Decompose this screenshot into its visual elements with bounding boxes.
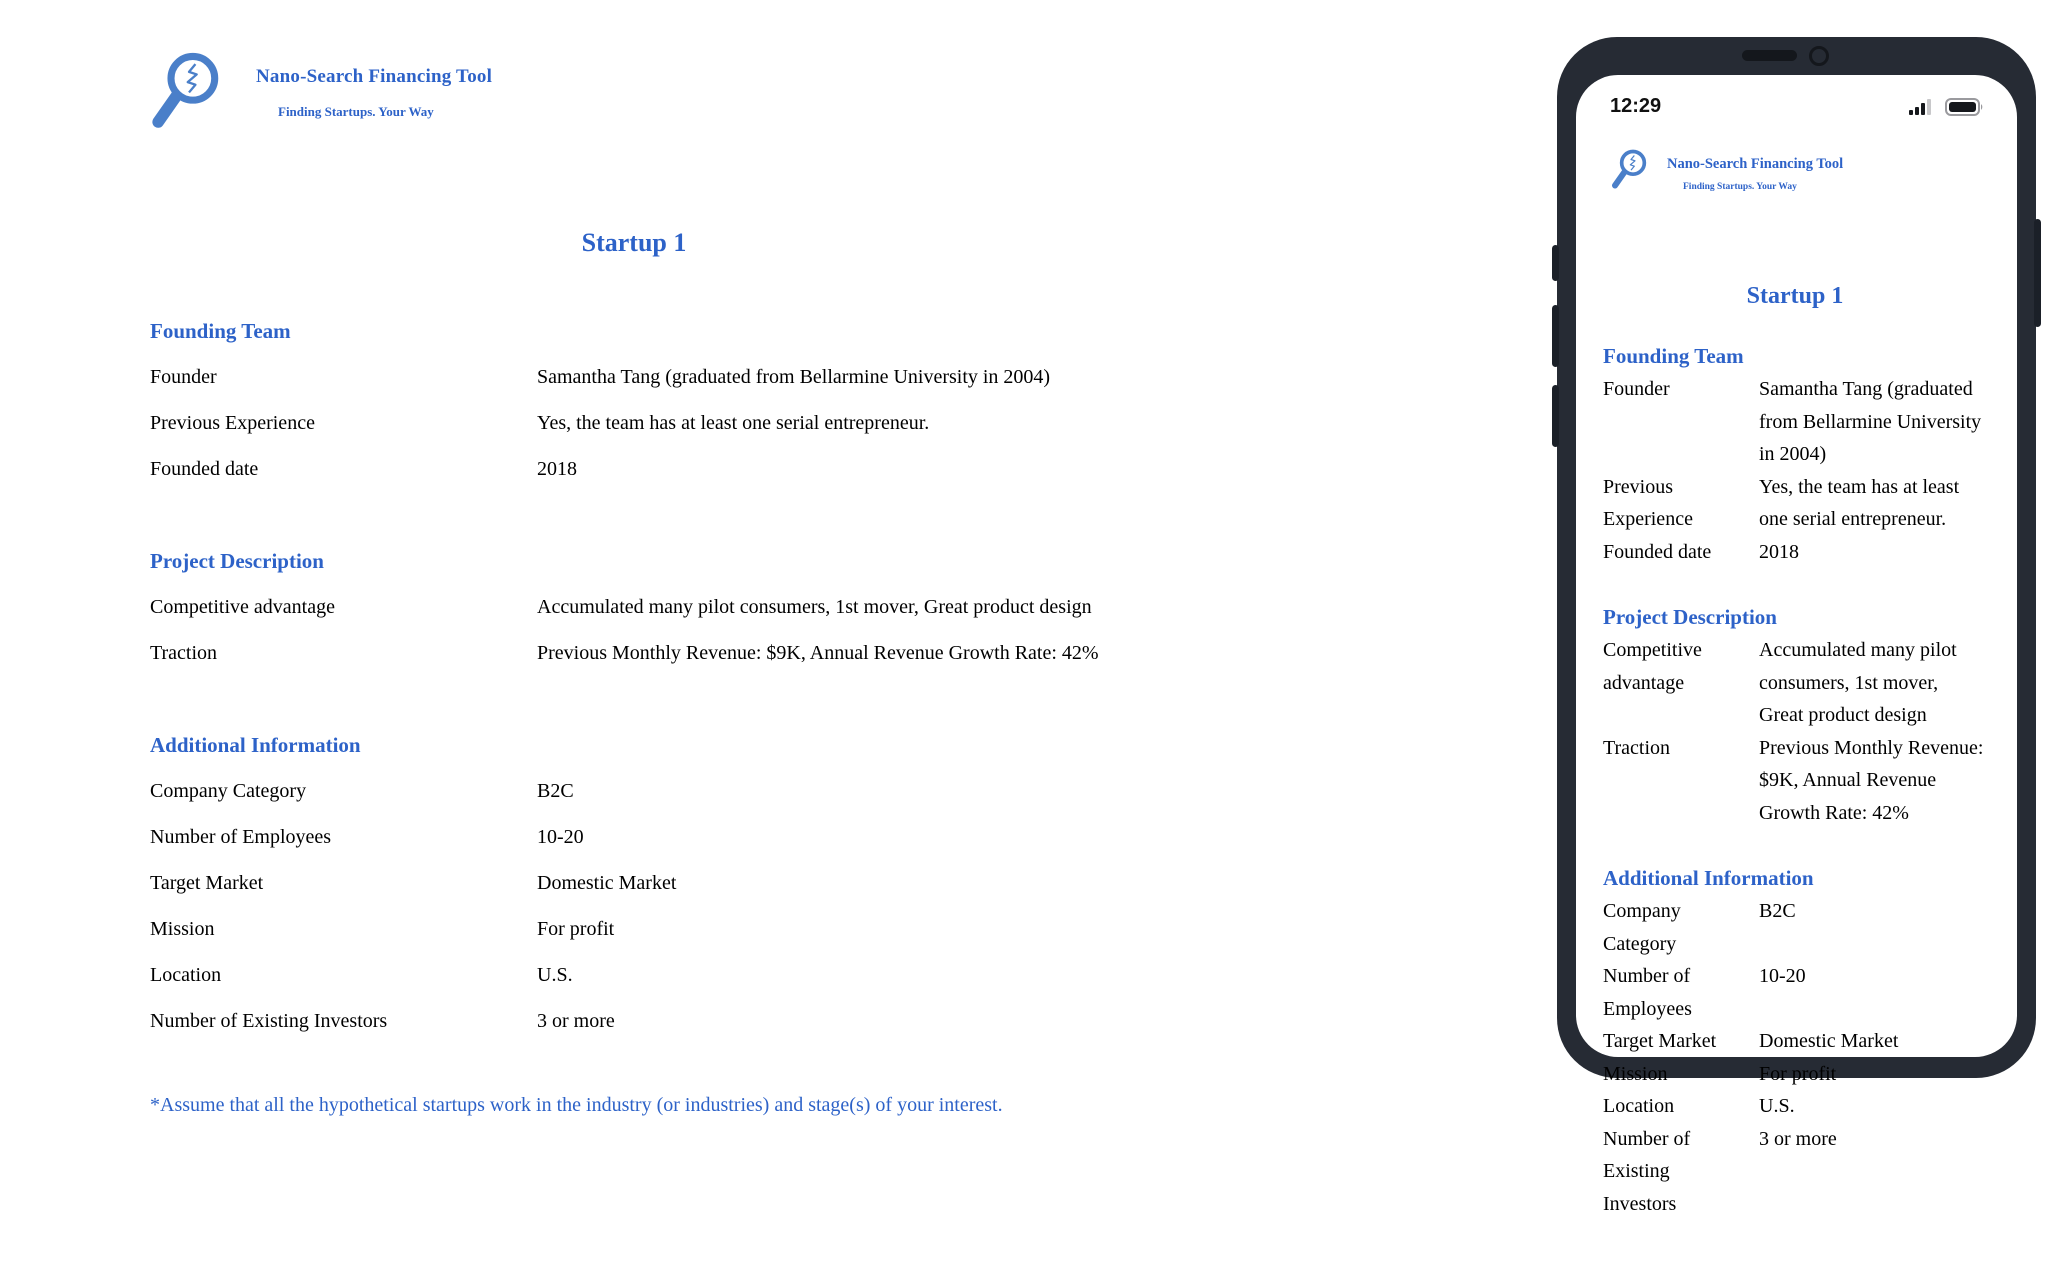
battery-icon bbox=[1945, 97, 1985, 117]
row-label: Number of Employees bbox=[1603, 965, 1692, 1020]
info-row bbox=[1603, 732, 1987, 830]
row-value: 10-20 bbox=[1759, 965, 1806, 987]
magnifier-zigzag-icon bbox=[1611, 148, 1651, 195]
row-label: Previous Experience bbox=[1603, 475, 1693, 530]
row-label: Company Category bbox=[150, 780, 307, 802]
row-value: Previous Monthly Revenue: $9K, Annual Revenue Growth Rate: 42% bbox=[1759, 736, 1984, 824]
footnote: *Assume that all the hypothetical startups work in the industry (or industries) and stage(s) of your interest. bbox=[150, 1094, 1003, 1116]
info-row bbox=[1603, 1090, 1987, 1123]
row-label: Number of Employees bbox=[150, 826, 332, 848]
row-label: Founder bbox=[150, 366, 217, 388]
row-label: Traction bbox=[1603, 736, 1671, 759]
section-heading: Project Description bbox=[150, 549, 324, 573]
row-value: B2C bbox=[537, 780, 574, 802]
phone-screen bbox=[1576, 75, 2017, 1215]
startup-title: Startup 1 bbox=[581, 228, 687, 257]
front-camera bbox=[1809, 46, 1829, 66]
row-value: U.S. bbox=[537, 964, 573, 986]
row-label: Mission bbox=[1603, 1062, 1668, 1085]
row-value: Yes, the team has at least one serial entrepreneur. bbox=[537, 412, 930, 434]
info-section bbox=[1603, 862, 1987, 1220]
phone-mockup bbox=[1557, 37, 2036, 1215]
magnifier-zigzag-icon bbox=[150, 50, 228, 140]
app-logo bbox=[150, 50, 1118, 140]
row-value: Previous Monthly Revenue: $9K, Annual Revenue Growth Rate: 42% bbox=[537, 642, 1099, 664]
info-section bbox=[150, 722, 1118, 1044]
power-button bbox=[2034, 219, 2041, 327]
row-value: For profit bbox=[1759, 1062, 1837, 1085]
row-label: Traction bbox=[150, 642, 218, 664]
info-row bbox=[1603, 634, 1987, 732]
logo-title: Nano-Search Financing Tool bbox=[256, 66, 493, 87]
info-row bbox=[150, 860, 1118, 906]
info-section bbox=[1603, 340, 1987, 568]
startup-title: Startup 1 bbox=[1746, 283, 1844, 309]
row-label: Founded date bbox=[1603, 540, 1712, 563]
section-heading: Founding Team bbox=[150, 319, 291, 343]
info-row bbox=[1603, 471, 1987, 536]
row-label: Mission bbox=[150, 918, 215, 940]
info-row bbox=[1603, 536, 1987, 569]
row-label: Number of Existing Investors bbox=[150, 1010, 388, 1032]
info-row bbox=[150, 768, 1118, 814]
section-heading: Project Description bbox=[1603, 605, 1777, 629]
info-row bbox=[150, 906, 1118, 952]
row-label: Competitive advantage bbox=[150, 596, 335, 618]
info-row bbox=[150, 584, 1118, 630]
section-heading: Additional Information bbox=[1603, 866, 1814, 890]
info-row bbox=[1603, 1058, 1987, 1091]
row-value: B2C bbox=[1759, 900, 1796, 922]
info-row bbox=[1603, 895, 1987, 960]
row-label: Company Category bbox=[1603, 900, 1681, 955]
section-heading: Founding Team bbox=[1603, 344, 1744, 368]
volume-down-button bbox=[1552, 385, 1559, 447]
row-label: Founder bbox=[1603, 378, 1670, 400]
info-row bbox=[150, 354, 1118, 400]
row-label: Founded date bbox=[150, 458, 259, 480]
info-row bbox=[1603, 373, 1987, 471]
row-label: Competitive advantage bbox=[1603, 639, 1702, 694]
info-section bbox=[1603, 601, 1987, 829]
signal-icon bbox=[1909, 98, 1935, 116]
phone-page bbox=[1576, 148, 2017, 1220]
row-label: Number of Existing Investors bbox=[1603, 1127, 1691, 1215]
volume-up-button bbox=[1552, 305, 1559, 367]
row-label: Target Market bbox=[150, 872, 264, 894]
status-time: 12:29 bbox=[1610, 95, 1662, 117]
info-section bbox=[150, 308, 1118, 492]
row-value: Yes, the team has at least one serial entrepreneur. bbox=[1759, 475, 1960, 530]
info-row bbox=[1603, 1025, 1987, 1058]
info-row bbox=[150, 952, 1118, 998]
row-value: 10-20 bbox=[537, 826, 584, 848]
speaker-grille bbox=[1742, 50, 1797, 61]
row-value: Domestic Market bbox=[1759, 1030, 1899, 1052]
info-row bbox=[150, 446, 1118, 492]
logo-subtitle: Finding Startups. Your Way bbox=[278, 104, 434, 119]
info-row bbox=[150, 630, 1118, 676]
row-label: Location bbox=[1603, 1095, 1675, 1117]
app-logo bbox=[1611, 148, 1987, 195]
row-value: Domestic Market bbox=[537, 872, 677, 894]
info-row bbox=[1603, 1123, 1987, 1221]
startup-details bbox=[150, 308, 1118, 1044]
info-row bbox=[150, 814, 1118, 860]
row-value: Samantha Tang (graduated from Bellarmine University in 2004) bbox=[1759, 378, 1982, 465]
info-row bbox=[150, 400, 1118, 446]
row-value: 2018 bbox=[1759, 540, 1799, 563]
logo-subtitle: Finding Startups. Your Way bbox=[1683, 182, 1797, 192]
row-value: U.S. bbox=[1759, 1095, 1795, 1117]
row-value: Accumulated many pilot consumers, 1st mover, Great product design bbox=[1759, 639, 1957, 726]
row-label: Location bbox=[150, 964, 222, 986]
row-value: For profit bbox=[537, 918, 615, 940]
row-value: 3 or more bbox=[537, 1010, 615, 1032]
status-bar bbox=[1576, 75, 2017, 118]
row-value: 2018 bbox=[537, 458, 577, 480]
info-section bbox=[150, 538, 1118, 676]
logo-title: Nano-Search Financing Tool bbox=[1667, 156, 1844, 172]
phone-side-button bbox=[1552, 245, 1559, 281]
info-row bbox=[150, 998, 1118, 1044]
desktop-page bbox=[150, 50, 1118, 1117]
row-value: Samantha Tang (graduated from Bellarmine University in 2004) bbox=[537, 366, 1051, 388]
startup-details bbox=[1603, 340, 1987, 1220]
row-label: Target Market bbox=[1603, 1030, 1717, 1052]
row-value: Accumulated many pilot consumers, 1st mover, Great product design bbox=[537, 596, 1092, 618]
row-label: Previous Experience bbox=[150, 412, 315, 434]
section-heading: Additional Information bbox=[150, 733, 361, 757]
info-row bbox=[1603, 960, 1987, 1025]
row-value: 3 or more bbox=[1759, 1127, 1837, 1150]
